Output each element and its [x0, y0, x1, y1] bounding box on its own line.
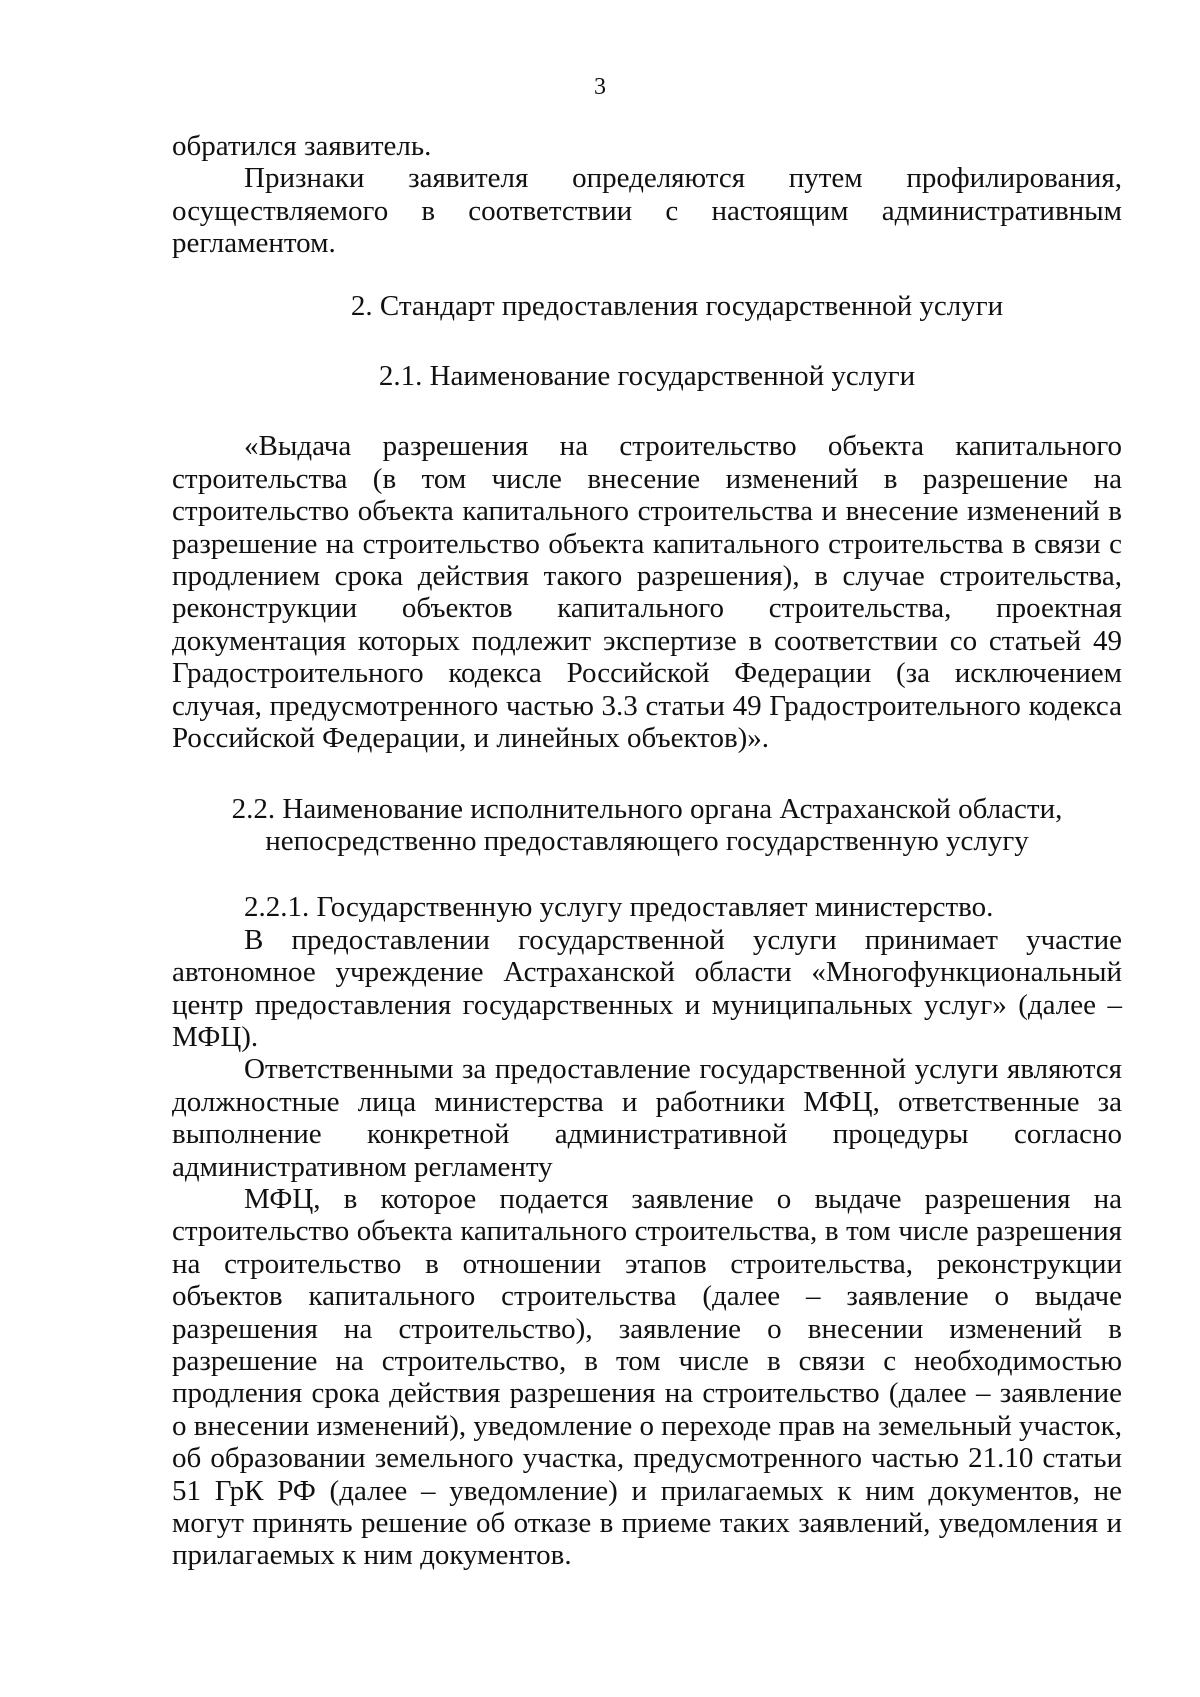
paragraph-2-2-1: 2.2.1. Государственную услугу предоставляет министерство. — [244, 891, 994, 924]
subsection-heading-2-2-line1: 2.2. Наименование исполнительного органа Астраханской области, — [231, 792, 1063, 825]
section-heading-standard: 2. Стандарт предоставления государственной услуги — [350, 289, 1004, 322]
paragraph-responsible-persons: Ответственными за предоставление государственной услуги являются должностные лица министерства и работники МФЦ, ответственные за выполнение конкретной административной процедуры согласно административном регламенту — [172, 1053, 1122, 1183]
page-number: 3 — [594, 74, 606, 100]
paragraph-mfc-no-refusal: МФЦ, в которое подается заявление о выдаче разрешения на строительство объекта капитального строительства, в том числе разрешения на строительство в отношении этапов строительства, реконструкции объектов капитального строительства (далее – заявление о выдаче разрешения на строительство), заявление о внесении изменений в разрешение на строительство, в том числе в связи с необходимостью продления срока действия разрешения на строительство (далее – заявление о внесении изменений), уведомление о переходе прав на земельный участок, об образовании земельного участка, предусмотренного частью 21.10 статьи 51 ГрК РФ (далее – уведомление) и прилагаемых к ним документов, не могут принять решение об отказе в приеме таких заявлений, уведомления и прилагаемых к ним документов. — [172, 1182, 1122, 1572]
document-body — [172, 130, 1122, 1572]
paragraph-applicant-signs: Признаки заявителя определяются путем профилирования, осуществляемого в соответствии с настоящим административным регламентом. — [172, 162, 1122, 260]
subsection-heading-2-2-line2: непосредственно предоставляющего государственную услугу — [265, 824, 1029, 857]
subsection-heading-2-1: 2.1. Наименование государственной услуги — [378, 360, 916, 393]
paragraph-mfc-participation: В предоставлении государственной услуги принимает участие автономное учреждение Астраханской области «Многофункциональный центр предоставления государственных и муниципальных услуг» (далее – МФЦ). — [172, 923, 1122, 1053]
paragraph-service-name: «Выдача разрешения на строительство объекта капитального строительства (в том числе внесение изменений в разрешение на строительство объекта капитального строительства и внесение изменений в разрешение на строительство объекта капитального строительства в связи с продлением срока действия такого разрешения), в случае строительства, реконструкции объектов капитального строительства, проектная документация которых подлежит экспертизе в соответствии со статьей 49 Градостроительного кодекса Российской Федерации (за исключением случая, предусмотренного частью 3.3 статьи 49 Градостроительного кодекса Российской Федерации, и линейных объектов)». — [172, 430, 1122, 755]
paragraph-continuation: обратился заявитель. — [172, 130, 432, 162]
